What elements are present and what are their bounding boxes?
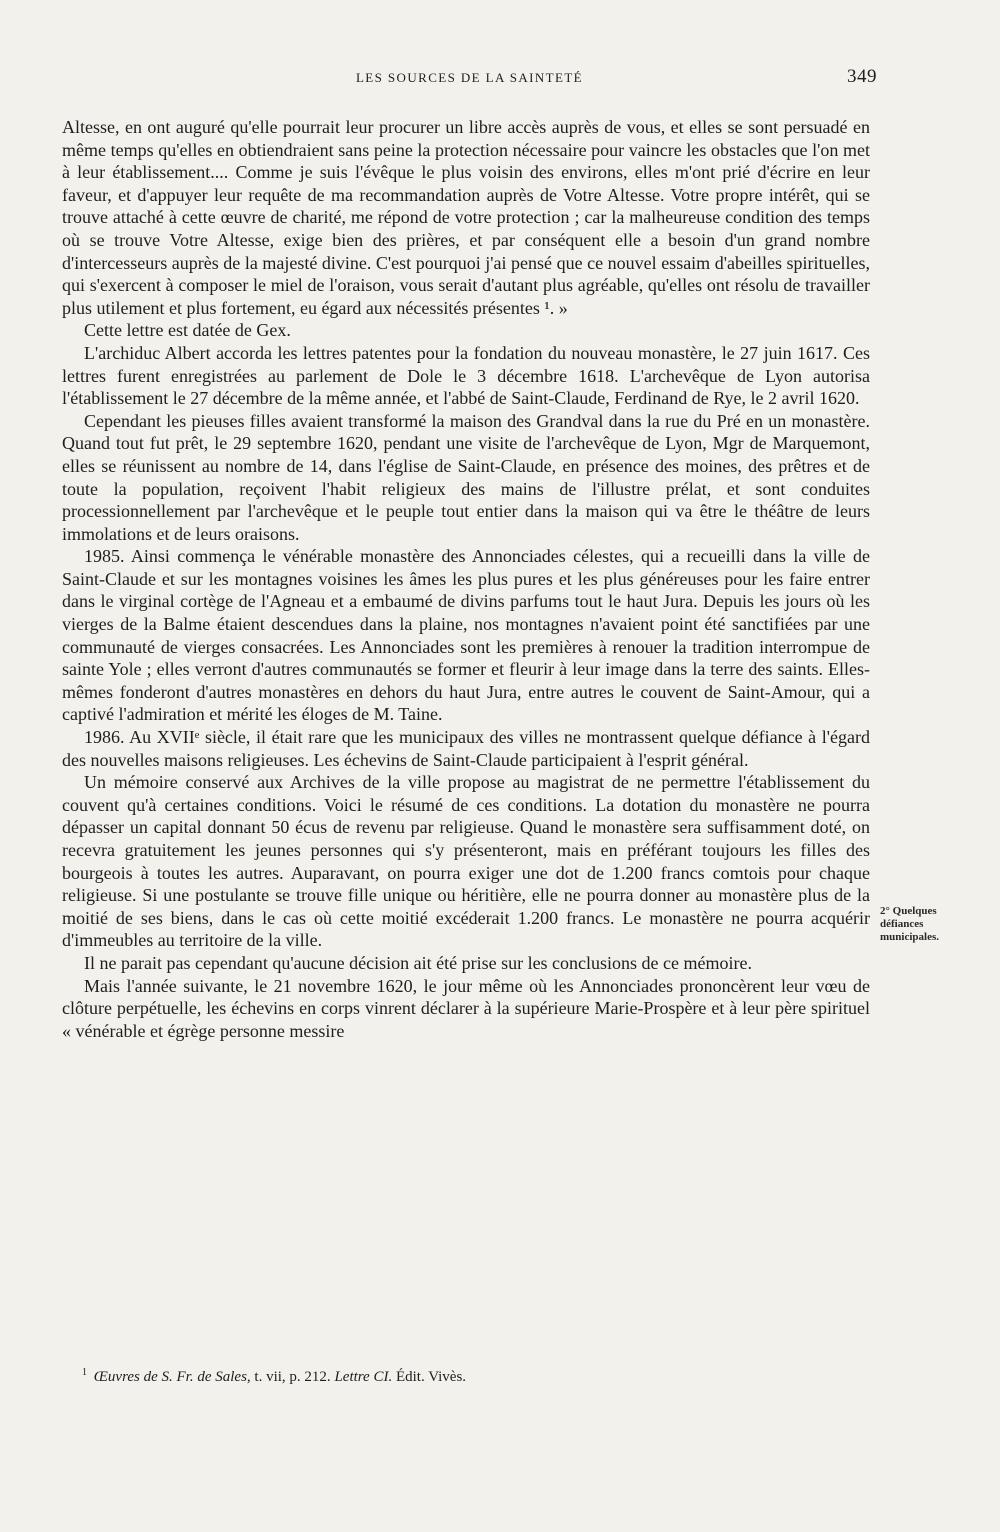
page-number: 349 (847, 66, 877, 87)
paragraph-letter-continuation: Altesse, en ont auguré qu'elle pourrait leur procurer un libre accès auprès de vous, et elles se sont persuadé en même temps qu'elles en obtiendraient sans peine la protection nécessaire pour vaincre les obstacles que l'on met à leur établissement.... Comme je suis l'évêque le plus voisin des environs, elles m'ont prié d'écrire en leur faveur, et d'appuyer leur requête de ma recommandation auprès de Votre Altesse. Votre propre intérêt, qui se trouve attaché à cette œuvre de charité, me répond de votre protection ; car la malheureuse condition des temps où se trouve Votre Altesse, exige bien des prières, et par conséquent elle a besoin d'un grand nombre d'intercesseurs auprès de la majesté divine. C'est pourquoi j'ai pensé que ce nouvel essaim d'abeilles spirituelles, qui s'exercent à composer le miel de l'oraison, vous serait d'autant plus agréable, qu'elles ont résolu de travailler plus utilement et plus fortement, eu égard aux nécessités présentes ¹. » (62, 117, 870, 318)
running-title: LES SOURCES DE LA SAINTETÉ (355, 70, 584, 85)
paragraph-letters-patent: L'archiduc Albert accorda les lettres patentes pour la fondation du nouveau monastère, le 27 juin 1617. Ces lettres furent enregistrées au parlement de Dole le 3 décembre 1618. L'archevêque de Lyon autorisa l'établissement le 27 décembre de la même année, et l'abbé de Saint-Claude, Ferdinand de Rye, le 2 avril 1620. (62, 342, 870, 409)
paragraph-monastery-founding: Cependant les pieuses filles avaient transformé la maison des Grandval dans la rue du Pré en un monastère. Quand tout fut prêt, le 29 septembre 1620, pendant une visite de l'archevêque de Lyon, Mgr de Marquemont, elles se réunissent au nombre de 14, dans l'église de Saint-Claude, en présence des moines, des prêtres et de toute la population, reçoivent l'habit religieux des mains de l'illustre prélat, et sont conduites processionnellement par l'archevêque et le peuple tout entier dans la maison qui va être le théâtre de leurs immolations et de leurs oraisons. (62, 410, 870, 544)
footnote-marker: 1 (82, 1367, 87, 1378)
body-text (62, 116, 870, 1042)
paragraph-letter-date: Cette lettre est datée de Gex. (84, 320, 291, 341)
margin-note: 2° Quelques défiances municipales. (880, 905, 939, 943)
paragraph-memoire: Un mémoire conservé aux Archives de la ville propose au magistrat de ne permettre l'établissement du couvent qu'à certaines conditions. Voici le résumé de ces conditions. La dotation du monastère ne pourra dépasser un capital donnant 50 écus de revenu par religieuse. Quand le monastère sera suffisamment doté, on recevra gratuitement les jeunes personnes qui s'y présenteront, mais en préférant toujours les filles des bourgeois à toutes les autres. Auparavant, on pourra exiger une dot de 1.200 francs comtois pour chaque religieuse. Si une postulante se trouve fille unique ou héritière, elle ne pourra donner au monastère plus de la moitié de ses biens, dans le cas où cette moitié excéderait 1.200 francs. Le monastère ne pourra acquérir d'immeubles au territoire de la ville. (62, 772, 870, 951)
footnote (62, 1363, 870, 1387)
paragraph-1986: 1986. Au XVIIᵉ siècle, il était rare que les municipaux des villes ne montrassent quelque défiance à l'égard des nouvelles maisons religieuses. Les échevins de Saint-Claude participaient à l'esprit général. (62, 727, 870, 770)
footnote-work-title: Œuvres de S. Fr. de Sales, (93, 1369, 251, 1385)
footnote-letter: Lettre CI. (334, 1369, 393, 1385)
footnote-reference: t. vii, p. 212. (254, 1369, 331, 1385)
running-head (62, 66, 877, 92)
paragraph-no-decision: Il ne parait pas cependant qu'aucune décision ait été prise sur les conclusions de ce mémoire. (84, 952, 752, 973)
footnote-edition: Édit. Vivès. (395, 1369, 467, 1385)
paragraph-following-year: Mais l'année suivante, le 21 novembre 1620, le jour même où les Annonciades prononcèrent leur vœu de clôture perpétuelle, les échevins en corps vinrent déclarer à la supérieure Marie-Prospère et à leur père spirituel « vénérable et égrège personne messire (62, 975, 870, 1041)
paragraph-1985: 1985. Ainsi commença le vénérable monastère des Annonciades célestes, qui a recueilli dans la ville de Saint-Claude et sur les montagnes voisines les âmes les plus pures et les plus généreuses pour les faire entrer dans le virginal cortège de l'Agneau et a embaumé de divins parfums tout le haut Jura. Depuis les jours où les vierges de la Balme étaient descendues dans la plaine, nos montagnes n'avaient point été sanctifiées par une communauté de vierges consacrées. Les Annonciades sont les premières à renouer la tradition interrompue de sainte Yole ; elles verront d'autres communautés se former et fleurir à leur image dans la terre des saints. Elles-mêmes fonderont d'autres monastères en dehors du haut Jura, entre autres le couvent de Saint-Amour, qui a captivé l'admiration et mérité les éloges de M. Taine. (62, 546, 870, 725)
